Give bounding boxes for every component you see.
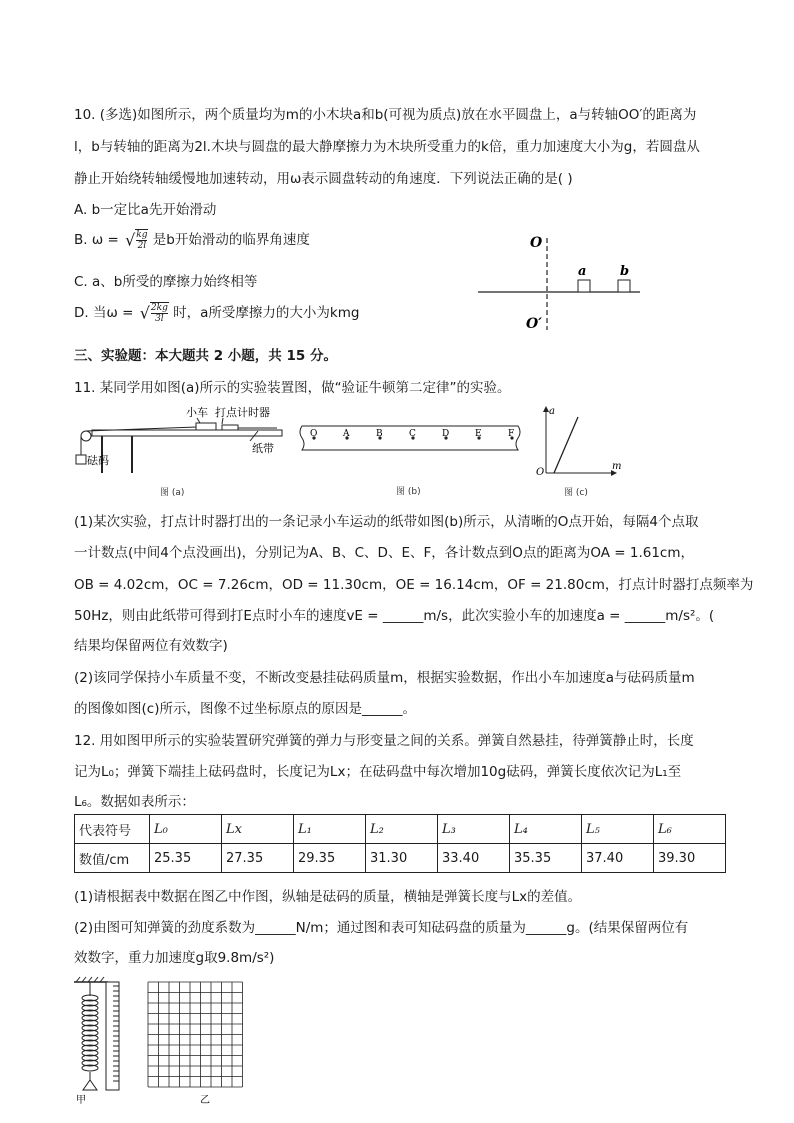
q10-line2: l，b与转轴的距离为2l.木块与圆盘的最大静摩擦力为木块所受重力的k倍，重力加速度大小为g，若圆盘从 [74,139,700,155]
pulley [81,431,91,441]
table-cell: L₆ [654,815,726,844]
q12-figure-yi [136,976,256,1106]
label-jia: 甲 [76,1095,86,1106]
q11-figure-a [72,403,298,500]
table-cell: L₁ [294,815,366,844]
table-cell: 39.30 [654,844,726,873]
option-b-suffix: 是b开始滑动的临界角速度 [152,232,310,248]
sqrt-d-denominator: 3l [155,314,164,324]
tape-point-label: C [409,429,416,439]
label-car: 小车 [186,406,208,419]
q12-p2-line1: (2)由图可知弹簧的劲度系数为______N/m；通过图和表可知砝码盘的质量为______g。(结果保留两位有 [74,920,689,936]
table-cell: L₂ [366,815,438,844]
table-cell: L₄ [510,815,582,844]
q12-p1: (1)请根据表中数据在图乙中作图，纵轴是砝码的质量，横轴是弹簧长度与Lx的差值。 [74,889,582,905]
q11-p1-line4: 50Hz，则由此纸带可得到打E点时小车的速度vE = ______m/s，此次实验小车的加速度a = ______m/s²。( [74,608,715,624]
q10-option-d [74,301,359,324]
q12-figure-jia [72,976,132,1106]
sqrt-d-numerator: 2kg [150,303,168,313]
table-cell: 数值/cm [75,844,150,873]
q11-p1-line1: (1)某次实验，打点计时器打出的一条记录小车运动的纸带如图(b)所示，从清晰的O点开始，每隔4个点取 [74,514,699,530]
table-cell: 代表符号 [75,815,150,844]
q12-line1: 12. 用如图甲所示的实验装置研究弹簧的弹力与形变量之间的关系。弹簧自然悬挂，待弹簧静止时，长度 [74,733,694,749]
sqrt-b-denominator: 2l [137,241,147,251]
q10-option-a: A. b一定比a先开始滑动 [74,202,217,218]
q11-intro: 11. 某同学用如图(a)所示的实验装置图，做“验证牛顿第二定律”的实验。 [74,380,511,396]
table-cell: L₅ [582,815,654,844]
tape-point-label: B [376,429,383,439]
timer [222,425,238,430]
spring-coils [82,995,98,1071]
sqrt-b-numerator: kg [136,230,148,240]
blank-grid [148,982,243,1087]
tape-point-label: E [475,429,482,439]
q11-figure-c [532,403,632,500]
table-cell: 27.35 [222,844,294,873]
q10-option-c: C. a、b所受的摩擦力始终相等 [74,274,258,290]
x-axis-label: m [612,461,622,472]
option-b-prefix: B. ω = [74,232,119,248]
tape-point-label: D [442,429,450,439]
option-d-suffix: 时，a所受摩擦力的大小为kmg [173,305,360,321]
origin-label: O [536,467,545,478]
caption-a: 图 (a) [160,488,185,498]
spring-data-table [74,814,726,873]
q10-line1: 10. (多选)如图所示，两个质量均为m的小木块a和b(可视为质点)放在水平圆盘上，a与转轴OO′的距离为 [74,107,697,123]
y-axis-label: a [549,406,555,417]
q11-figure-b [296,420,528,500]
table-cell: Lx [222,815,294,844]
q11-p1-line3: OB = 4.02cm，OC = 7.26cm，OD = 11.30cm，OE = 16.14cm，OF = 21.80cm，打点计时器打点频率为 [74,577,754,593]
q11-p2-line1: (2)该同学保持小车质量不变，不断改变悬挂砝码质量m，根据实验数据，作出小车加速度a与砝码质量m [74,670,695,686]
sqrt-kg-2l: √ $\frac{kg}{2l}$ [125,230,148,251]
caption-b: 图 (b) [396,487,421,497]
track [92,430,282,436]
weight-block [76,455,86,464]
label-tape: 纸带 [252,442,274,455]
axis-label-o-prime: O′ [526,316,542,332]
q11-p1-line5: 结果均保留两位有效数字) [74,638,228,654]
axis-label-o: O [530,235,543,251]
weight-pan [83,1080,97,1090]
label-a: a [578,264,587,279]
table-cell: L₃ [438,815,510,844]
table-cell: 33.40 [438,844,510,873]
q10-disc-figure [470,230,650,335]
tape-point-label: A [343,429,350,439]
label-weight: 砝码 [87,454,109,467]
q10-option-b [74,228,310,251]
tape-point-label: F [508,429,515,439]
q11-p2-line2: 的图像如图(c)所示，图像不过坐标原点的原因是______。 [74,701,416,717]
table-cell: L₀ [150,815,222,844]
cart [196,423,216,430]
option-d-prefix: D. 当ω = [74,305,134,321]
table-value-row [75,844,726,873]
q12-p2-line2: 效数字，重力加速度g取9.8m/s²) [74,950,275,966]
graph-line [554,417,578,473]
table-cell: 31.30 [366,844,438,873]
block-a [578,280,590,292]
q10-line3: 静止开始绕转轴缓慢地加速转动，用ω表示圆盘转动的角速度．下列说法正确的是( ) [74,171,573,187]
block-b [618,280,630,292]
q11-p1-line2: 一计数点(中间4个点没画出)，分别记为A、B、C、D、E、F，各计数点到O点的距离为OA = 1.61cm， [74,545,695,561]
tape-point-label: O [310,429,318,439]
label-yi: 乙 [200,1095,210,1106]
label-b: b [620,264,630,279]
caption-c: 图 (c) [564,488,588,498]
q12-line2: 记为L₀；弹簧下端挂上砝码盘时，长度记为Lx；在砝码盘中每次增加10g砝码，弹簧长度依次记为L₁至 [74,764,682,780]
section-3-heading: 三、实验题：本大题共 2 小题，共 15 分。 [74,348,337,364]
label-timer: 打点计时器 [215,406,270,419]
table-cell: 25.35 [150,844,222,873]
table-cell: 37.40 [582,844,654,873]
q12-line3: L₆。数据如表所示： [74,794,195,810]
sqrt-2kg-3l: √ $\frac{2kg}{3l}$ [139,303,168,324]
table-cell: 35.35 [510,844,582,873]
table-cell: 29.35 [294,844,366,873]
table-header-row [75,815,726,844]
